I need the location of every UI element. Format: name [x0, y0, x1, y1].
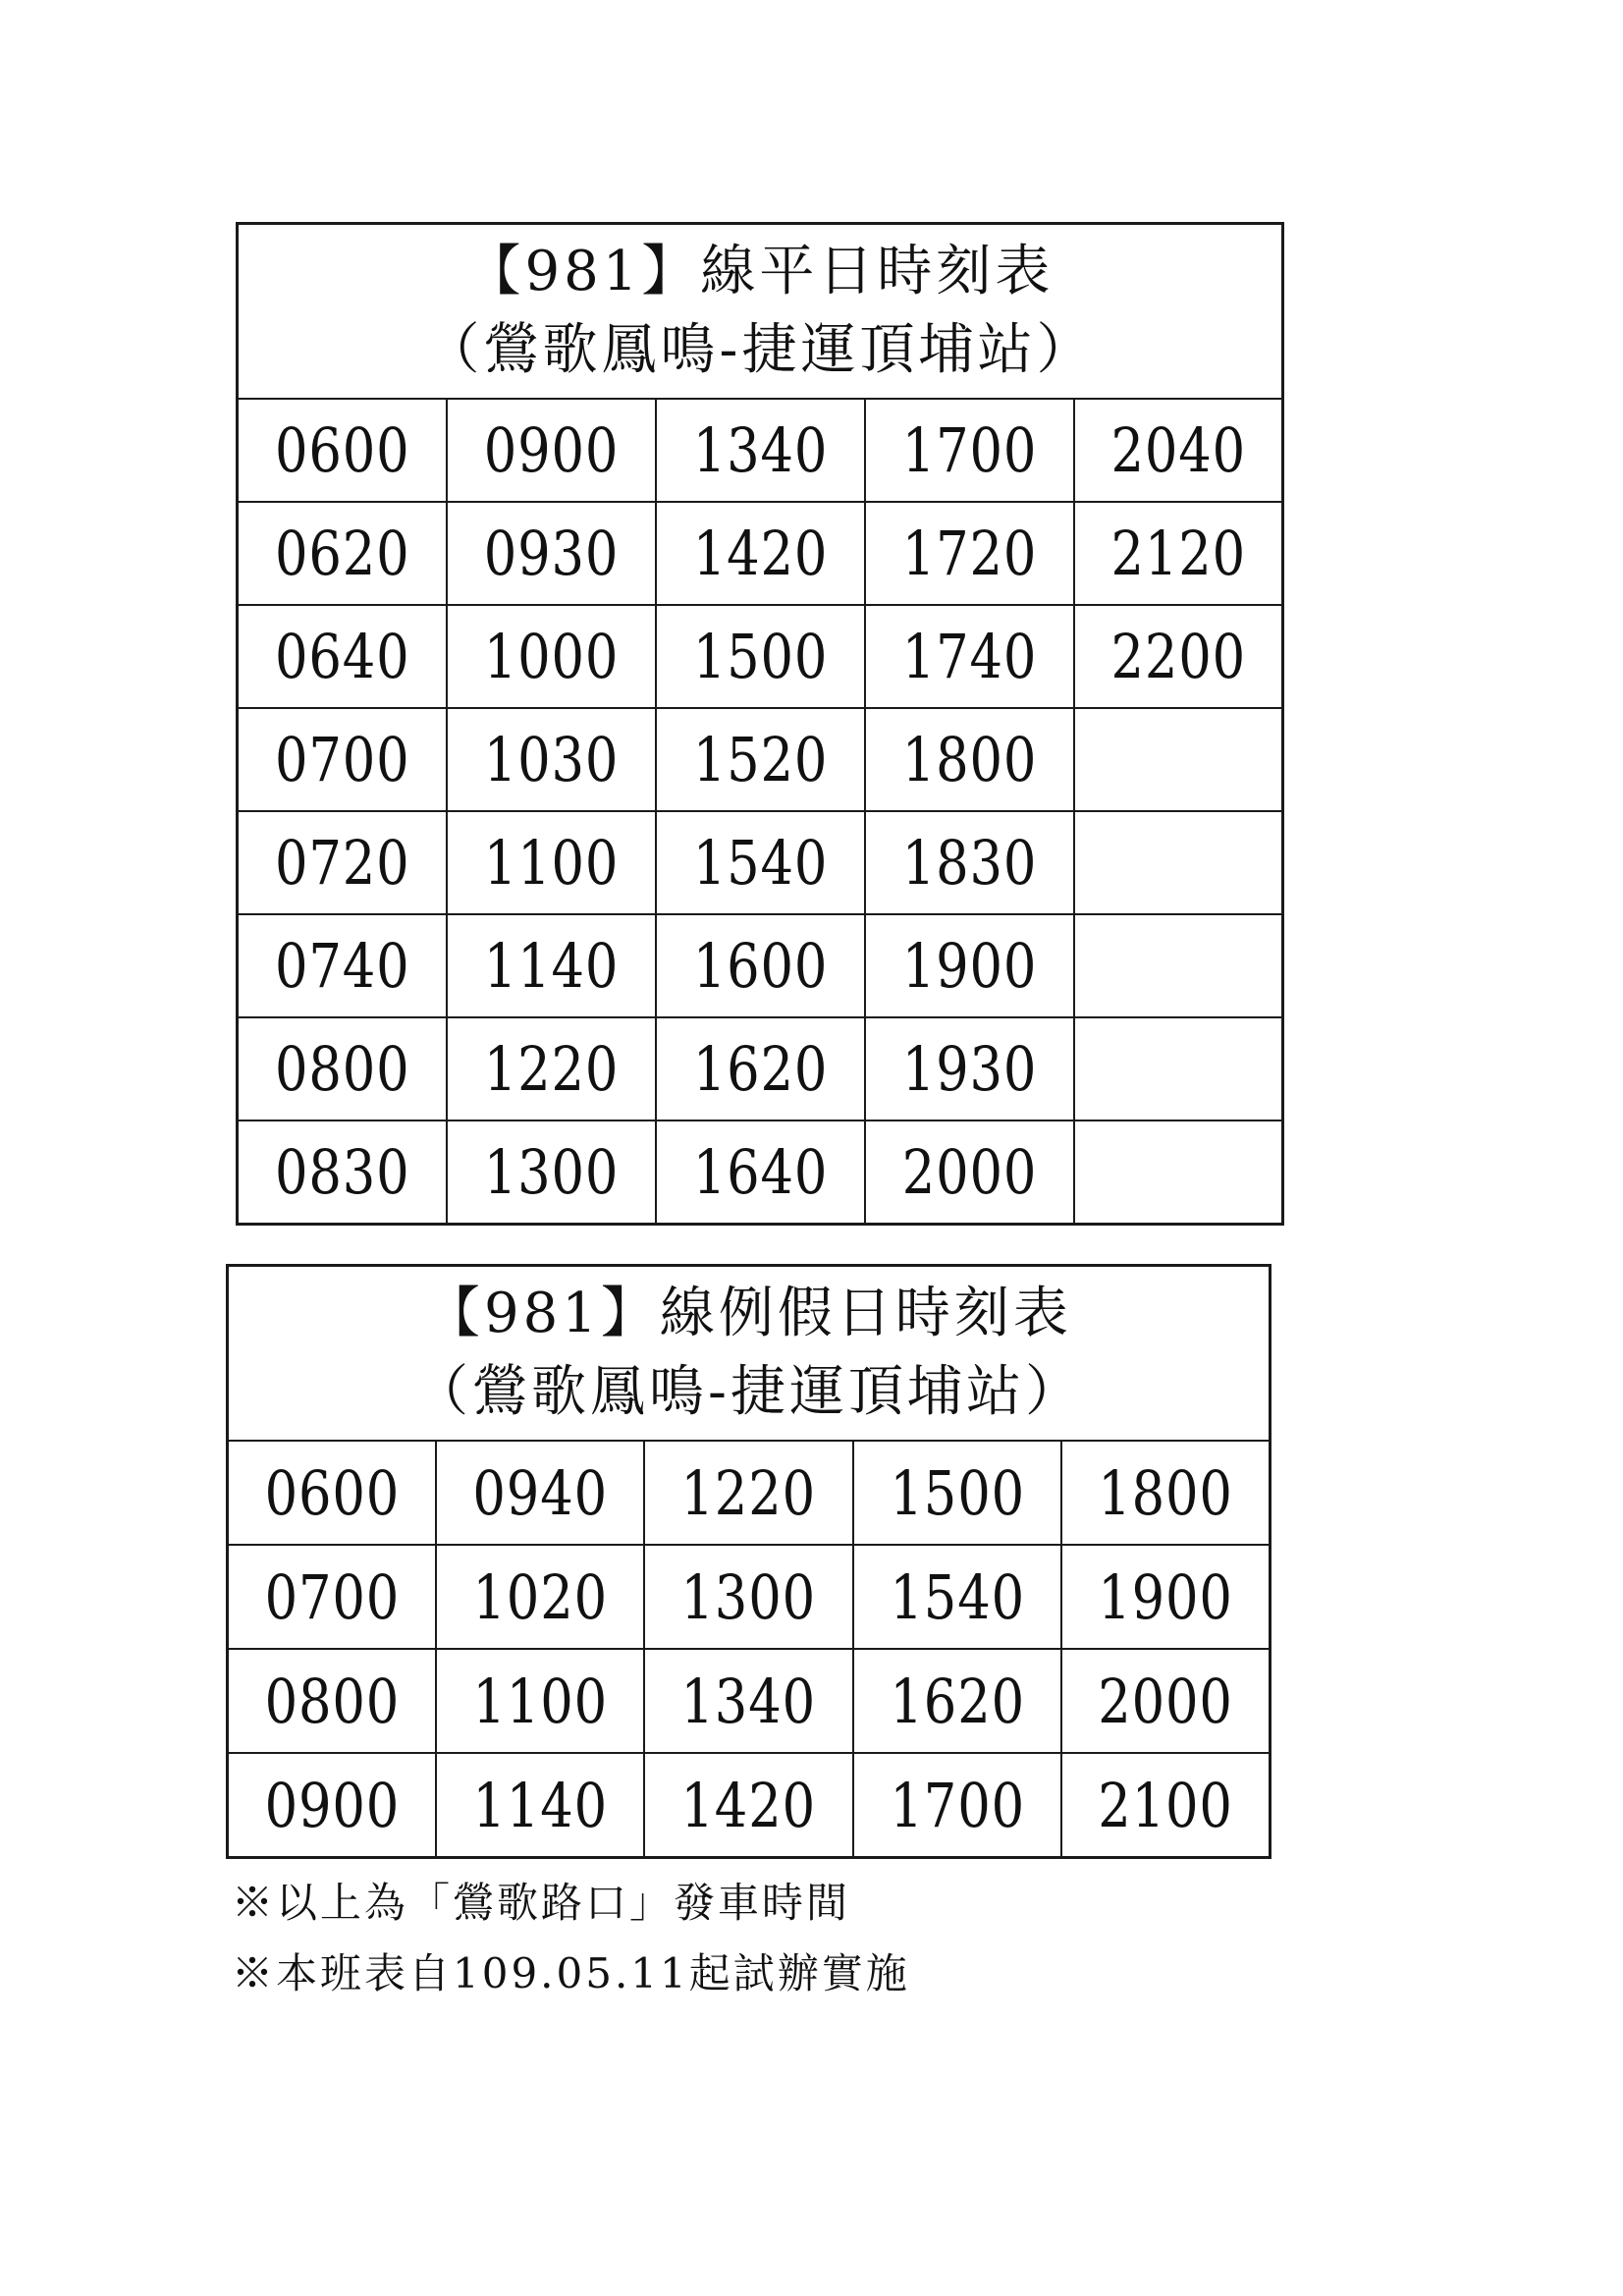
weekday-title-line-1: 【981】線平日時刻表 — [465, 240, 1055, 303]
departure-time-cell: 2000 — [880, 1121, 1057, 1225]
table-row — [238, 811, 1283, 914]
departure-location-note: ※以上為「鶯歌路口」發車時間 — [232, 1879, 851, 1927]
empty-time-cell — [1089, 708, 1267, 811]
departure-time-cell: 0830 — [252, 1121, 430, 1225]
departure-time-cell: 1900 — [880, 914, 1057, 1017]
departure-time-cell: 1640 — [671, 1121, 848, 1225]
departure-time-cell: 1140 — [452, 1753, 629, 1858]
table-row — [228, 1545, 1271, 1649]
holiday-table-title — [228, 1266, 1271, 1442]
weekday-timetable — [236, 222, 1284, 1226]
departure-time-cell: 1600 — [671, 914, 848, 1017]
departure-time-cell: 1720 — [880, 502, 1057, 605]
empty-time-cell — [1089, 1017, 1267, 1121]
departure-time-cell: 1300 — [461, 1121, 639, 1225]
departure-time-cell: 0900 — [461, 399, 639, 502]
departure-time-cell: 1140 — [461, 914, 639, 1017]
departure-time-cell: 1420 — [660, 1753, 838, 1858]
departure-time-cell: 0740 — [252, 914, 430, 1017]
table-row — [238, 399, 1283, 502]
departure-time-cell: 1830 — [880, 811, 1057, 914]
departure-time-cell: 1340 — [660, 1649, 838, 1753]
departure-time-cell: 1300 — [660, 1545, 838, 1649]
departure-time-cell: 1800 — [880, 708, 1057, 811]
departure-time-cell: 1030 — [461, 708, 639, 811]
table-row — [238, 605, 1283, 708]
departure-time-cell: 1100 — [452, 1649, 629, 1753]
departure-time-cell: 1620 — [869, 1649, 1047, 1753]
departure-time-cell: 1800 — [1077, 1441, 1255, 1545]
departure-time-cell: 1220 — [660, 1441, 838, 1545]
departure-time-cell: 0900 — [243, 1753, 420, 1858]
departure-time-cell: 1020 — [452, 1545, 629, 1649]
departure-time-cell: 0800 — [243, 1649, 420, 1753]
departure-time-cell: 0600 — [243, 1441, 420, 1545]
departure-time-cell: 1500 — [671, 605, 848, 708]
departure-time-cell: 0720 — [252, 811, 430, 914]
departure-time-cell: 1520 — [671, 708, 848, 811]
weekday-table-title — [238, 224, 1283, 400]
departure-time-cell: 2000 — [1077, 1649, 1255, 1753]
table-row — [238, 914, 1283, 1017]
table-row — [228, 1441, 1271, 1545]
table-row — [228, 1753, 1271, 1858]
departure-time-cell: 1000 — [461, 605, 639, 708]
table-row — [238, 1017, 1283, 1121]
empty-time-cell — [1089, 914, 1267, 1017]
departure-time-cell: 1100 — [461, 811, 639, 914]
departure-time-cell: 1900 — [1077, 1545, 1255, 1649]
departure-time-cell: 1930 — [880, 1017, 1057, 1121]
departure-time-cell: 1700 — [869, 1753, 1047, 1858]
table-row — [228, 1649, 1271, 1753]
departure-time-cell: 0800 — [252, 1017, 430, 1121]
departure-time-cell: 1500 — [869, 1441, 1047, 1545]
departure-time-cell: 2100 — [1077, 1753, 1255, 1858]
empty-time-cell — [1089, 811, 1267, 914]
departure-time-cell: 2120 — [1089, 502, 1267, 605]
departure-time-cell: 1620 — [671, 1017, 848, 1121]
departure-time-cell: 0940 — [452, 1441, 629, 1545]
departure-time-cell: 1540 — [869, 1545, 1047, 1649]
departure-time-cell: 1700 — [880, 399, 1057, 502]
holiday-title-line-1: 【981】線例假日時刻表 — [425, 1282, 1072, 1345]
departure-time-cell: 1420 — [671, 502, 848, 605]
departure-time-cell: 0620 — [252, 502, 430, 605]
holiday-title-line-2: （鶯歌鳳鳴-捷運頂埔站） — [413, 1360, 1084, 1424]
departure-time-cell: 1340 — [671, 399, 848, 502]
departure-time-cell: 0600 — [252, 399, 430, 502]
table-row — [238, 1121, 1283, 1225]
departure-time-cell: 0700 — [243, 1545, 420, 1649]
departure-time-cell: 0700 — [252, 708, 430, 811]
departure-time-cell: 1220 — [461, 1017, 639, 1121]
departure-time-cell: 2040 — [1089, 399, 1267, 502]
departure-time-cell: 1540 — [671, 811, 848, 914]
weekday-title-line-2: （鶯歌鳳鳴-捷運頂埔站） — [424, 318, 1096, 382]
empty-time-cell — [1089, 1121, 1267, 1225]
departure-time-cell: 0640 — [252, 605, 430, 708]
table-row — [238, 502, 1283, 605]
departure-time-cell: 0930 — [461, 502, 639, 605]
effective-date-note: ※本班表自109.05.11起試辦實施 — [232, 1949, 910, 1997]
holiday-timetable — [226, 1264, 1271, 1859]
departure-time-cell: 1740 — [880, 605, 1057, 708]
table-row — [238, 708, 1283, 811]
departure-time-cell: 2200 — [1089, 605, 1267, 708]
